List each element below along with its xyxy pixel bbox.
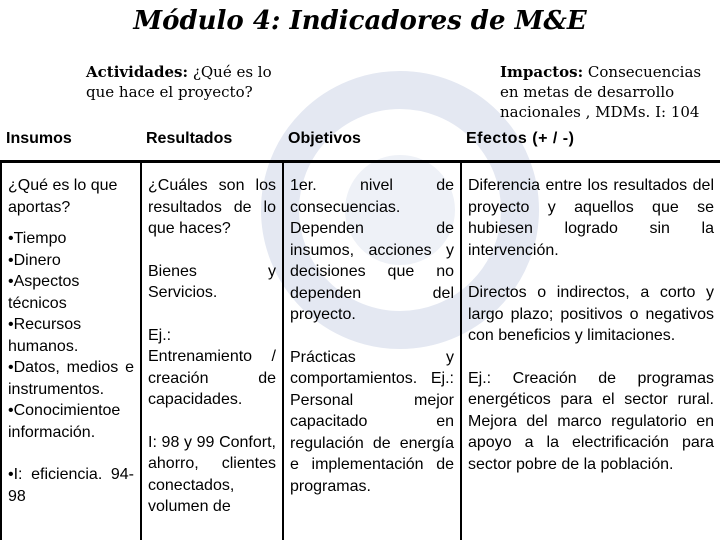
insumos-item: •Aspectos técnicos — [8, 273, 80, 312]
resultados-example: Ej.: Entrenamiento / creación de capacidades. — [148, 326, 276, 408]
impacts-label: Impactos: — [500, 63, 584, 81]
header-objetivos: Objetivos — [288, 130, 361, 147]
efectos-cell — [461, 162, 720, 540]
insumos-efficiency: •I: eficiencia. 94-98 — [8, 466, 134, 505]
activities-text: ¿Qué es lo que hace el proyecto? — [86, 63, 272, 101]
insumos-item: •Dinero — [8, 251, 61, 269]
insumos-item: •Tiempo — [8, 230, 67, 247]
objetivos-practices: Prácticas y comportamientos. Ej.: Personal mejor capacitado en regulación de energía e implementación de programas. — [290, 348, 454, 495]
impacts-text: Consecuencias en metas de desarrollo nacionales , MDMs. I: 104 — [500, 63, 702, 121]
impacts-note — [500, 62, 720, 122]
insumos-item: •Datos, medios e instrumentos. — [8, 359, 134, 398]
insumos-item: •Recursos humanos. — [8, 316, 82, 355]
efectos-difference: Diferencia entre los resultados del proyecto y aquellos que se hubiesen logrado sin la intervención. — [468, 177, 714, 259]
activities-note — [86, 62, 276, 102]
resultados-goods: Bienes y Servicios. — [148, 262, 276, 301]
header-resultados: Resultados — [146, 130, 233, 147]
page-title: Módulo 4: Indicadores de M&E — [133, 6, 587, 36]
objetivos-first: 1er. nivel de consecuencias. Dependen de insumos, acciones y decisiones que no dependen del proyecto. — [290, 177, 454, 323]
activities-label: Actividades: — [86, 63, 189, 81]
efectos-example: Ej.: Creación de programas energéticos para el sector rural. Mejora del marco regulatorio en apoyo a la electrificación para sector pobre de la población. — [468, 369, 714, 473]
indicators-table — [0, 160, 720, 540]
header-efectos: Efectos (+ / -) — [466, 130, 575, 147]
objetivos-cell — [283, 162, 461, 540]
resultados-cell — [141, 162, 283, 540]
insumos-item: •Conocimientoe información. — [8, 402, 121, 441]
resultados-indicators: I: 98 y 99 Confort, ahorro, clientes conectados, volumen de — [148, 433, 276, 515]
efectos-direct: Directos o indirectos, a corto y largo plazo; positivos o negativos con beneficios y limitaciones. — [468, 284, 714, 344]
header-insumos: Insumos — [6, 130, 72, 147]
resultados-question: ¿Cuáles son los resultados de lo que haces? — [148, 177, 276, 237]
insumos-cell — [1, 162, 141, 540]
insumos-question: ¿Qué es lo que aportas? — [8, 177, 118, 216]
